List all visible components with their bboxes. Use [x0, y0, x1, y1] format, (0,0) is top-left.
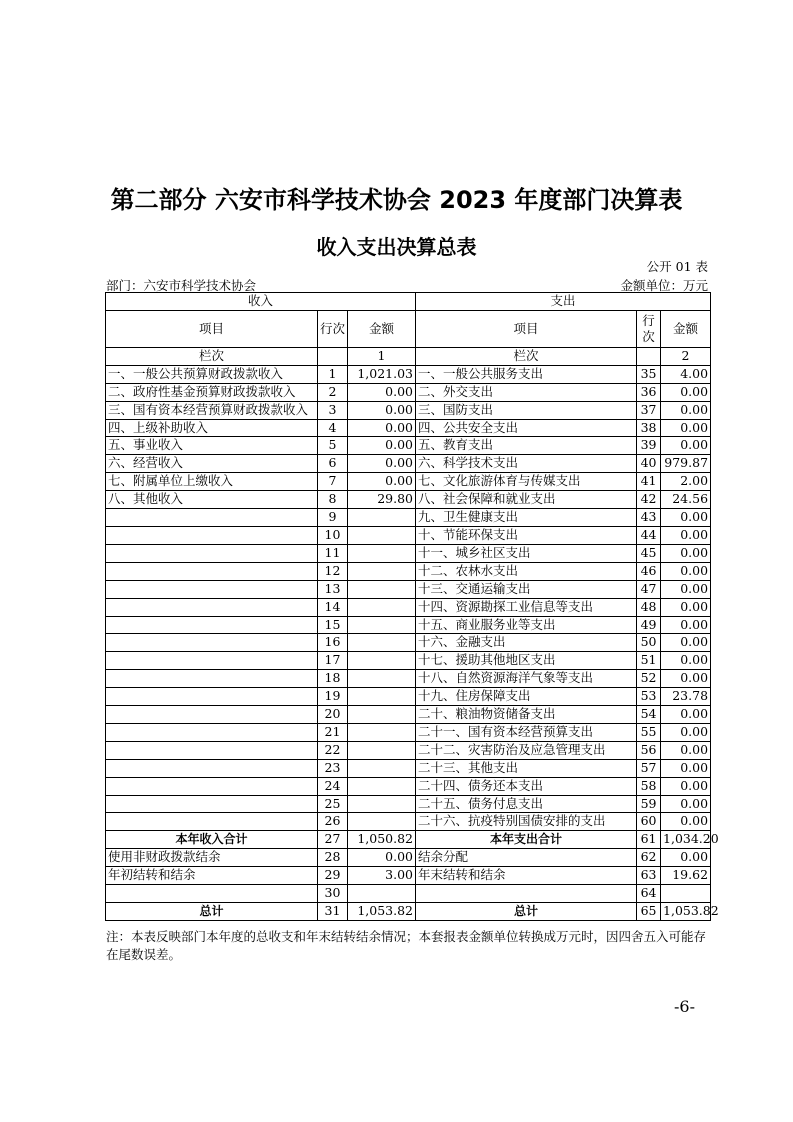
page-number: -6-: [674, 997, 695, 1016]
expense-row-no-cell: 45: [637, 544, 661, 562]
income-item-cell: 七、附属单位上缴收入: [106, 473, 318, 491]
income-amount-cell: 1,050.82: [348, 831, 416, 849]
expense-item-cell: 二十四、债务还本支出: [416, 777, 637, 795]
expense-item-cell: 十六、金融支出: [416, 634, 637, 652]
expense-amount-cell: 1,034.20: [661, 831, 711, 849]
table-row: [106, 652, 711, 670]
expense-item-cell: 年末结转和结余: [416, 867, 637, 885]
expense-item-cell: 十、节能环保支出: [416, 526, 637, 544]
expense-item-cell: 二十一、国有资本经营预算支出: [416, 723, 637, 741]
expense-item-cell: 三、国防支出: [416, 401, 637, 419]
expense-row-no-cell: 64: [637, 885, 661, 903]
income-item-cell: [106, 813, 318, 831]
footnote: 注：本表反映部门本年度的总收支和年末结转结余情况；本套报表金额单位转换成万元时，因四舍五入可能存在尾数误差。: [106, 929, 707, 962]
expense-row-no-cell: 56: [637, 741, 661, 759]
income-row-no-cell: 16: [318, 634, 348, 652]
income-amount-cell: [348, 706, 416, 724]
budget-summary-table: [105, 292, 719, 921]
expense-amount-cell: 0.00: [661, 401, 711, 419]
expense-row-no-header: [637, 310, 661, 347]
expense-amount-cell: [661, 885, 711, 903]
income-item-cell: [106, 544, 318, 562]
income-row-no-cell: 14: [318, 598, 348, 616]
expense-item-cell: 一、一般公共服务支出: [416, 365, 637, 383]
income-amount-cell: 0.00: [348, 849, 416, 867]
income-amount-cell: 3.00: [348, 867, 416, 885]
income-item-cell: [106, 885, 318, 903]
expense-amount-cell: 0.00: [661, 759, 711, 777]
income-row-no-cell: 3: [318, 401, 348, 419]
table-row: [106, 544, 711, 562]
income-lanci-label: 栏次: [106, 347, 318, 365]
income-amount-cell: 0.00: [348, 437, 416, 455]
expense-amount-cell: 0.00: [661, 741, 711, 759]
table-row: [106, 509, 711, 527]
income-item-cell: [106, 759, 318, 777]
income-amount-cell: 1,053.82: [348, 903, 416, 921]
income-amount-cell: 29.80: [348, 491, 416, 509]
expense-amount-cell: 0.00: [661, 562, 711, 580]
expense-amount-cell: 0.00: [661, 706, 711, 724]
expense-item-header: 项目: [416, 310, 637, 347]
expense-item-cell: 十九、住房保障支出: [416, 688, 637, 706]
expense-item-cell: 二十五、债务付息支出: [416, 795, 637, 813]
income-item-cell: 八、其他收入: [106, 491, 318, 509]
table-row: [106, 401, 711, 419]
income-row-no-cell: 24: [318, 777, 348, 795]
income-item-cell: [106, 580, 318, 598]
income-amount-cell: [348, 885, 416, 903]
income-row-no-cell: 30: [318, 885, 348, 903]
expense-row-no-cell: 46: [637, 562, 661, 580]
income-row-no-cell: 10: [318, 526, 348, 544]
income-amount-cell: [348, 562, 416, 580]
table-row: [106, 867, 711, 885]
expense-item-cell: 四、公共安全支出: [416, 419, 637, 437]
expense-column-number: 2: [661, 347, 711, 365]
table-row: [106, 634, 711, 652]
table-row: [106, 670, 711, 688]
form-number: 公开 01 表: [646, 259, 708, 274]
expense-item-cell: 本年支出合计: [416, 831, 637, 849]
expense-row-no-cell: 60: [637, 813, 661, 831]
income-row-no-cell: 4: [318, 419, 348, 437]
expense-amount-cell: 0.00: [661, 526, 711, 544]
income-amount-cell: [348, 509, 416, 527]
expense-amount-cell: 2.00: [661, 473, 711, 491]
income-row-no-cell: 21: [318, 723, 348, 741]
expense-item-cell: 十八、自然资源海洋气象等支出: [416, 670, 637, 688]
income-item-cell: [106, 562, 318, 580]
table-title: 收入支出决算总表: [316, 235, 477, 259]
income-item-cell: [106, 688, 318, 706]
income-item-cell: 二、政府性基金预算财政拨款收入: [106, 383, 318, 401]
expense-amount-cell: 0.00: [661, 616, 711, 634]
income-row-no-cell: 13: [318, 580, 348, 598]
income-row-no-header: 行次: [318, 310, 348, 347]
expense-amount-cell: 0.00: [661, 544, 711, 562]
table-row: [106, 741, 711, 759]
income-amount-cell: [348, 741, 416, 759]
expense-row-no-cell: 37: [637, 401, 661, 419]
expense-row-no-cell: 36: [637, 383, 661, 401]
table-row: [106, 885, 711, 903]
income-item-cell: 一、一般公共预算财政拨款收入: [106, 365, 318, 383]
expense-item-cell: 十四、资源勘探工业信息等支出: [416, 598, 637, 616]
expense-row-no-cell: 50: [637, 634, 661, 652]
unit-label: 金额单位：万元: [620, 278, 708, 293]
income-amount-cell: [348, 795, 416, 813]
table-row: [106, 526, 711, 544]
expense-amount-cell: 0.00: [661, 634, 711, 652]
income-amount-cell: 0.00: [348, 419, 416, 437]
income-row-no-cell: 31: [318, 903, 348, 921]
income-row-no-cell: 7: [318, 473, 348, 491]
income-amount-cell: [348, 526, 416, 544]
expense-amount-cell: 0.00: [661, 437, 711, 455]
table-row: [106, 455, 711, 473]
expense-item-cell: 六、科学技术支出: [416, 455, 637, 473]
empty-cell: [318, 347, 348, 365]
expense-row-no-cell: 51: [637, 652, 661, 670]
income-row-no-cell: 9: [318, 509, 348, 527]
income-row-no-cell: 6: [318, 455, 348, 473]
expense-amount-cell: 19.62: [661, 867, 711, 885]
table-row: [106, 813, 711, 831]
income-row-no-cell: 18: [318, 670, 348, 688]
table-row: [106, 795, 711, 813]
income-item-cell: [106, 634, 318, 652]
expense-item-cell: 九、卫生健康支出: [416, 509, 637, 527]
expense-item-cell: 总计: [416, 903, 637, 921]
expense-item-cell: 二十二、灾害防治及应急管理支出: [416, 741, 637, 759]
income-row-no-cell: 1: [318, 365, 348, 383]
income-item-cell: [106, 777, 318, 795]
expense-item-cell: 十三、交通运输支出: [416, 580, 637, 598]
income-item-cell: 五、事业收入: [106, 437, 318, 455]
expense-amount-cell: 0.00: [661, 419, 711, 437]
income-row-no-cell: 19: [318, 688, 348, 706]
expense-row-no-cell: 58: [637, 777, 661, 795]
expense-item-cell: 二十、粮油物资储备支出: [416, 706, 637, 724]
expense-row-no-cell: 54: [637, 706, 661, 724]
expense-row-no-cell: 52: [637, 670, 661, 688]
income-amount-cell: 0.00: [348, 455, 416, 473]
expense-item-cell: 十一、城乡社区支出: [416, 544, 637, 562]
expense-amount-header: 金额: [661, 310, 711, 347]
expense-item-cell: 五、教育支出: [416, 437, 637, 455]
income-row-no-cell: 11: [318, 544, 348, 562]
expense-amount-cell: 0.00: [661, 813, 711, 831]
expense-row-no-cell: 61: [637, 831, 661, 849]
expense-amount-cell: 24.56: [661, 491, 711, 509]
expense-row-no-cell: 44: [637, 526, 661, 544]
expense-row-no-cell: 55: [637, 723, 661, 741]
income-row-no-cell: 25: [318, 795, 348, 813]
income-item-cell: [106, 795, 318, 813]
income-row-no-cell: 22: [318, 741, 348, 759]
table-row: [106, 616, 711, 634]
income-item-cell: [106, 526, 318, 544]
expense-row-no-cell: 42: [637, 491, 661, 509]
income-amount-header: 金额: [348, 310, 416, 347]
expense-row-no-cell: 40: [637, 455, 661, 473]
table-row: [106, 580, 711, 598]
expense-item-cell: 二十六、抗疫特别国债安排的支出: [416, 813, 637, 831]
income-item-cell: [106, 509, 318, 527]
expense-amount-cell: 1,053.82: [661, 903, 711, 921]
income-row-no-cell: 17: [318, 652, 348, 670]
expense-item-cell: 结余分配: [416, 849, 637, 867]
table-row: [106, 849, 711, 867]
table-row: [106, 562, 711, 580]
income-amount-cell: [348, 813, 416, 831]
income-item-cell: [106, 741, 318, 759]
expense-amount-cell: 0.00: [661, 670, 711, 688]
expense-amount-cell: 979.87: [661, 455, 711, 473]
table-row: [106, 437, 711, 455]
income-item-cell: 四、上级补助收入: [106, 419, 318, 437]
income-row-no-cell: 2: [318, 383, 348, 401]
expense-lanci-label: 栏次: [416, 347, 637, 365]
summary-row: [106, 903, 711, 921]
income-amount-cell: [348, 688, 416, 706]
table-row: [106, 419, 711, 437]
income-amount-cell: [348, 723, 416, 741]
expense-row-no-cell: 38: [637, 419, 661, 437]
expense-amount-cell: 0.00: [661, 795, 711, 813]
expense-item-cell: 二、外交支出: [416, 383, 637, 401]
income-item-cell: 年初结转和结余: [106, 867, 318, 885]
income-row-no-cell: 8: [318, 491, 348, 509]
income-amount-cell: [348, 544, 416, 562]
expense-item-cell: 十五、商业服务业等支出: [416, 616, 637, 634]
income-amount-cell: [348, 652, 416, 670]
expense-row-no-cell: 49: [637, 616, 661, 634]
expense-row-no-cell: 39: [637, 437, 661, 455]
expense-row-no-cell: 57: [637, 759, 661, 777]
income-row-no-cell: 27: [318, 831, 348, 849]
income-amount-cell: [348, 598, 416, 616]
expense-amount-cell: 0.00: [661, 723, 711, 741]
income-section-header: 收入: [106, 293, 416, 311]
expense-item-cell: [416, 885, 637, 903]
income-item-cell: 三、国有资本经营预算财政拨款收入: [106, 401, 318, 419]
income-row-no-cell: 26: [318, 813, 348, 831]
income-amount-cell: [348, 777, 416, 795]
expense-row-no-cell: 53: [637, 688, 661, 706]
income-row-no-cell: 12: [318, 562, 348, 580]
expense-row-no-cell: 47: [637, 580, 661, 598]
expense-section-header: 支出: [416, 293, 711, 311]
income-amount-cell: 0.00: [348, 473, 416, 491]
expense-amount-cell: 23.78: [661, 688, 711, 706]
expense-amount-cell: 0.00: [661, 777, 711, 795]
table-row: [106, 723, 711, 741]
income-item-cell: 使用非财政拨款结余: [106, 849, 318, 867]
expense-amount-cell: 0.00: [661, 849, 711, 867]
expense-row-no-cell: 62: [637, 849, 661, 867]
income-amount-cell: 0.00: [348, 383, 416, 401]
expense-item-cell: 十二、农林水支出: [416, 562, 637, 580]
income-amount-cell: 0.00: [348, 401, 416, 419]
income-item-cell: [106, 670, 318, 688]
expense-amount-cell: 0.00: [661, 580, 711, 598]
table-row: [106, 759, 711, 777]
income-amount-cell: [348, 759, 416, 777]
income-row-no-cell: 29: [318, 867, 348, 885]
income-item-cell: [106, 616, 318, 634]
expense-amount-cell: 0.00: [661, 383, 711, 401]
table-row: [106, 383, 711, 401]
income-row-no-cell: 5: [318, 437, 348, 455]
income-amount-cell: [348, 616, 416, 634]
income-column-number: 1: [348, 347, 416, 365]
income-item-cell: 本年收入合计: [106, 831, 318, 849]
table-row: [106, 491, 711, 509]
table-row: [106, 365, 711, 383]
income-amount-cell: 1,021.03: [348, 365, 416, 383]
expense-amount-cell: 0.00: [661, 652, 711, 670]
expense-row-no-label: 行 次: [642, 312, 655, 344]
expense-row-no-cell: 63: [637, 867, 661, 885]
expense-item-cell: 八、社会保障和就业支出: [416, 491, 637, 509]
expense-amount-cell: 0.00: [661, 598, 711, 616]
expense-amount-cell: 4.00: [661, 365, 711, 383]
department-label: 部门：六安市科学技术协会: [106, 278, 257, 293]
table-row: [106, 688, 711, 706]
income-item-header: 项目: [106, 310, 318, 347]
income-item-cell: [106, 598, 318, 616]
empty-cell: [637, 347, 661, 365]
income-item-cell: 总计: [106, 903, 318, 921]
expense-row-no-cell: 65: [637, 903, 661, 921]
table-row: [106, 473, 711, 491]
income-row-no-cell: 20: [318, 706, 348, 724]
expense-item-cell: 十七、援助其他地区支出: [416, 652, 637, 670]
page-title: 第二部分 六安市科学技术协会 2023 年度部门决算表: [110, 186, 683, 214]
table-row: [106, 598, 711, 616]
table-row: [106, 777, 711, 795]
income-amount-cell: [348, 670, 416, 688]
income-item-cell: 六、经营收入: [106, 455, 318, 473]
income-row-no-cell: 28: [318, 849, 348, 867]
table-row: [106, 706, 711, 724]
income-amount-cell: [348, 634, 416, 652]
income-row-no-cell: 15: [318, 616, 348, 634]
expense-amount-cell: 0.00: [661, 509, 711, 527]
income-item-cell: [106, 723, 318, 741]
expense-row-no-cell: 59: [637, 795, 661, 813]
expense-row-no-cell: 41: [637, 473, 661, 491]
expense-row-no-cell: 43: [637, 509, 661, 527]
income-item-cell: [106, 706, 318, 724]
expense-row-no-cell: 35: [637, 365, 661, 383]
summary-row: [106, 831, 711, 849]
expense-item-cell: 七、文化旅游体育与传媒支出: [416, 473, 637, 491]
income-row-no-cell: 23: [318, 759, 348, 777]
expense-item-cell: 二十三、其他支出: [416, 759, 637, 777]
expense-row-no-cell: 48: [637, 598, 661, 616]
income-amount-cell: [348, 580, 416, 598]
income-item-cell: [106, 652, 318, 670]
